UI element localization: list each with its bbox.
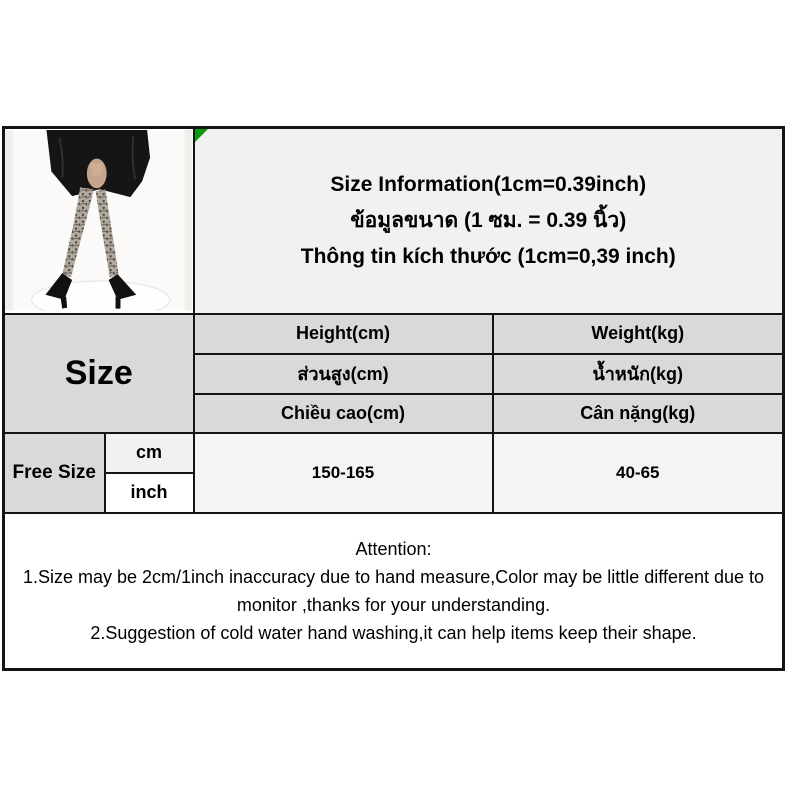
unit-cm-label: cm <box>105 433 194 473</box>
cell-comment-marker-icon <box>195 129 208 142</box>
height-range-value: 150-165 <box>194 433 493 513</box>
attention-notes <box>4 513 784 670</box>
size-header: Size <box>4 314 194 433</box>
banner-line-english: Size Information(1cm=0.39inch) <box>330 172 647 196</box>
height-header-thai: ส่วนสูง(cm) <box>194 354 493 394</box>
weight-header-vietnamese: Cân nặng(kg) <box>493 394 784 433</box>
size-information-banner <box>194 128 784 314</box>
size-chart-table <box>2 126 785 671</box>
attention-note-2: 2.Suggestion of cold water hand washing,it can help items keep their shape. <box>90 622 697 643</box>
weight-header-thai: น้ำหนัก(kg) <box>493 354 784 394</box>
weight-range-value: 40-65 <box>493 433 784 513</box>
banner-line-vietnamese: Thông tin kích thước (1cm=0,39 inch) <box>300 244 676 268</box>
product-photo <box>5 130 193 311</box>
attention-title: Attention: <box>355 538 432 559</box>
banner-line-thai: ข้อมูลขนาด (1 ซม. = 0.39 นิ้ว) <box>350 208 627 232</box>
height-header-vietnamese: Chiều cao(cm) <box>194 394 493 433</box>
unit-inch-label: inch <box>105 473 194 513</box>
product-photo-cell <box>4 128 194 314</box>
free-size-label: Free Size <box>4 433 105 513</box>
height-header-english: Height(cm) <box>194 314 493 354</box>
table-row <box>4 433 784 473</box>
attention-note-1: 1.Size may be 2cm/1inch inaccuracy due to hand measure,Color may be little different due to monitor ,thanks for your understanding. <box>22 566 765 615</box>
weight-header-english: Weight(kg) <box>493 314 784 354</box>
